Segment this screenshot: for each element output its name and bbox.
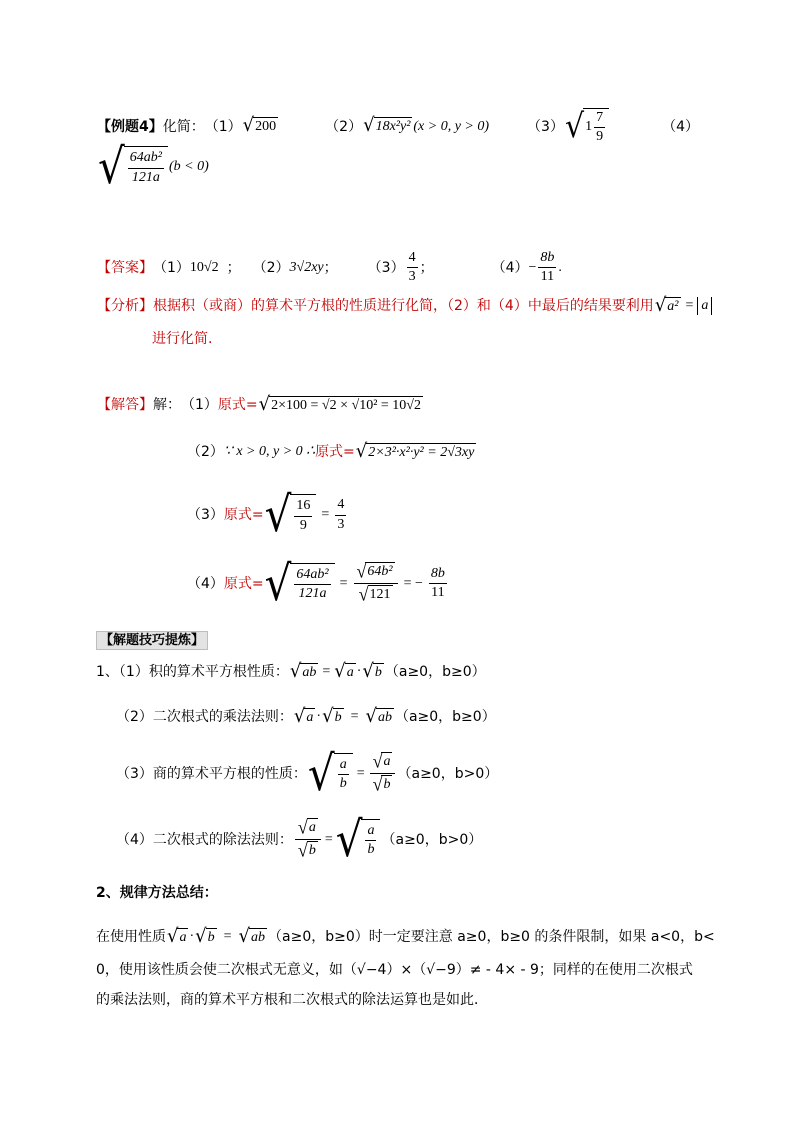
- answer-4-sign: −: [528, 259, 537, 275]
- tip-2-head: （2）二次根式的乘法法则：: [116, 709, 293, 726]
- section-2-title: 2、规律方法总结：: [96, 885, 218, 901]
- tip-1-condition: （a≥0，b≥0）: [384, 664, 486, 681]
- part-4-condition: (b < 0): [168, 159, 209, 174]
- solution-4-label: （4）: [187, 575, 224, 592]
- example-label: 【例题4】: [97, 118, 163, 135]
- paragraph-1a: 在使用性质: [96, 929, 166, 946]
- answer-1-label: （1）: [153, 259, 190, 276]
- solution-2-label: （2）: [187, 444, 224, 461]
- analysis-text: 根据积（或商）的算术平方根的性质进行化简，（2）和（4）中最后的结果要利用: [153, 298, 654, 315]
- part-1-label: （1）: [204, 118, 242, 135]
- tip-3: （3）商的算术平方根的性质： √ $\frac{a}{b}$ = √ a √ b （a≥0，b>0）: [116, 744, 499, 802]
- solution-1-text: 原式=: [217, 397, 258, 414]
- solution-line-2: [187, 440, 477, 463]
- sqrt-18x2y2: √ 18x²y²: [363, 114, 411, 137]
- answer-4-fraction: $\frac{8b}{11}$: [540, 250, 555, 285]
- analysis-sqrt-a2: √ a²: [654, 294, 679, 317]
- tip-4: （4）二次根式的除法法则： √ a √ b = √ $\frac{a}{b}$ （a≥0，b>0）: [116, 810, 483, 868]
- solution-2-text: 原式=: [315, 444, 355, 461]
- answer-sep-3: ；: [419, 259, 434, 276]
- answer-label: 【答案】: [97, 259, 153, 276]
- analysis-line-1: 【分析】 根据积（或商）的算术平方根的性质进行化简，（2）和（4）中最后的结果要利用 √ a² = a: [97, 297, 712, 316]
- sqrt-200: √ 200: [242, 114, 277, 137]
- answer-sep-2: ；: [323, 259, 338, 276]
- answer-2: 3√2xy: [289, 259, 324, 275]
- analysis-text-2: 进行化简.: [152, 331, 213, 347]
- answer-3-label: （3）: [367, 259, 405, 276]
- solution-4-text: 原式=: [223, 575, 264, 592]
- tip-4-condition: （a≥0，b>0）: [381, 831, 483, 848]
- paragraph-line-1: 在使用性质 √ a · √ b = √ ab （a≥0，b≥0）时一定要注意 a≥0，b≥0 的条件限制，如果 a<0，b<: [96, 925, 715, 948]
- solution-intro: 解：: [153, 397, 181, 414]
- tip-3-condition: （a≥0，b>0）: [397, 765, 499, 782]
- answer-4-end: .: [558, 259, 562, 275]
- answer-sep-1: ；: [226, 259, 241, 276]
- tip-4-head: （4）二次根式的除法法则：: [116, 831, 293, 848]
- analysis-abs-a: a: [697, 297, 712, 315]
- solution-3-text: 原式=: [223, 507, 264, 523]
- tip-2-condition: （a≥0，b≥0）: [394, 709, 496, 726]
- answer-1: 10√2: [189, 259, 219, 275]
- paragraph-line-2: 0，使用该性质会使二次根式无意义，如（√−4）×（√−9）≠ - 4× - 9；同样的在使用二次根式: [96, 962, 693, 978]
- paragraph-1b: （a≥0，b≥0）时一定要注意 a≥0，b≥0 的条件限制，如果 a<0，b<: [268, 929, 715, 946]
- tips-header: [96, 631, 208, 650]
- solution-3-label: （3）: [187, 507, 224, 523]
- answer-3-fraction: $\frac{4}{3}$: [408, 250, 416, 285]
- solution-line-4: （4） 原式= √ $\frac{\text{64ab²}}{121a}$ = √ 64b² √ 121 = − $\frac{8b}{11}$: [187, 554, 445, 612]
- analysis-label: 【分析】: [97, 298, 153, 315]
- example-prompt: 化简：: [162, 118, 205, 135]
- tip-2: （2）二次根式的乘法法则： √ a · √ b = √ ab （a≥0，b≥0）: [116, 705, 496, 728]
- sqrt-fraction-64ab2: √ $\frac{\text{64ab²}}{121a}$: [98, 146, 168, 188]
- answer-line: [97, 250, 562, 285]
- part-2-label: （2）: [325, 118, 363, 135]
- solution-2-condition: ∵ x > 0, y > 0 ∴: [223, 444, 316, 460]
- solution-label: 【解答】: [97, 397, 153, 414]
- solution-3-result: $\frac{4}{3}$: [337, 497, 345, 532]
- solution-4-sqrt-fraction: √ $\frac{\text{64ab²}}{121a}$: [265, 563, 335, 605]
- example-line-1: [97, 108, 699, 145]
- tips-label: 【解题技巧提炼】: [96, 631, 208, 650]
- tip-3-head: （3）商的算术平方根的性质：: [116, 765, 307, 782]
- analysis-line-2: [152, 332, 212, 346]
- example-line-2: [97, 138, 209, 195]
- part-4-label: （4）: [662, 118, 700, 135]
- part-3-label: （3）: [527, 118, 564, 135]
- solution-4-result: $\frac{8b}{11}$: [430, 566, 445, 601]
- answer-2-label: （2）: [252, 259, 290, 276]
- solution-1-label: （1）: [181, 397, 218, 414]
- solution-3-sqrt: √ $\frac{16}{9}$: [265, 494, 317, 536]
- tip-1-head: 1、（1）积的算术平方根性质：: [96, 664, 289, 681]
- solution-line-3: （3） 原式= √ $\frac{16}{9}$ = $\frac{4}{3}$: [187, 486, 345, 543]
- solution-line-1: [97, 393, 424, 416]
- tip-1: 1、（1）积的算术平方根性质： √ ab = √ a · √ b （a≥0，b≥0）: [96, 660, 486, 683]
- solution-1-sqrt: √ 2×100 = √2 × √10² = 10√2: [258, 393, 421, 416]
- paragraph-line-3: 的乘法法则，商的算术平方根和二次根式的除法运算也是如此．: [96, 992, 488, 1008]
- part-2-condition: (x > 0, y > 0): [413, 118, 490, 134]
- solution-4-middle: √ 64b² √ 121: [354, 562, 398, 605]
- solution-2-sqrt: √ 2×3²·x²·y² = 2√3xy: [355, 440, 475, 463]
- sqrt-mixed-number: √ 1 $\frac{7}{9}$: [565, 108, 609, 145]
- answer-4-label: （4）: [491, 259, 529, 276]
